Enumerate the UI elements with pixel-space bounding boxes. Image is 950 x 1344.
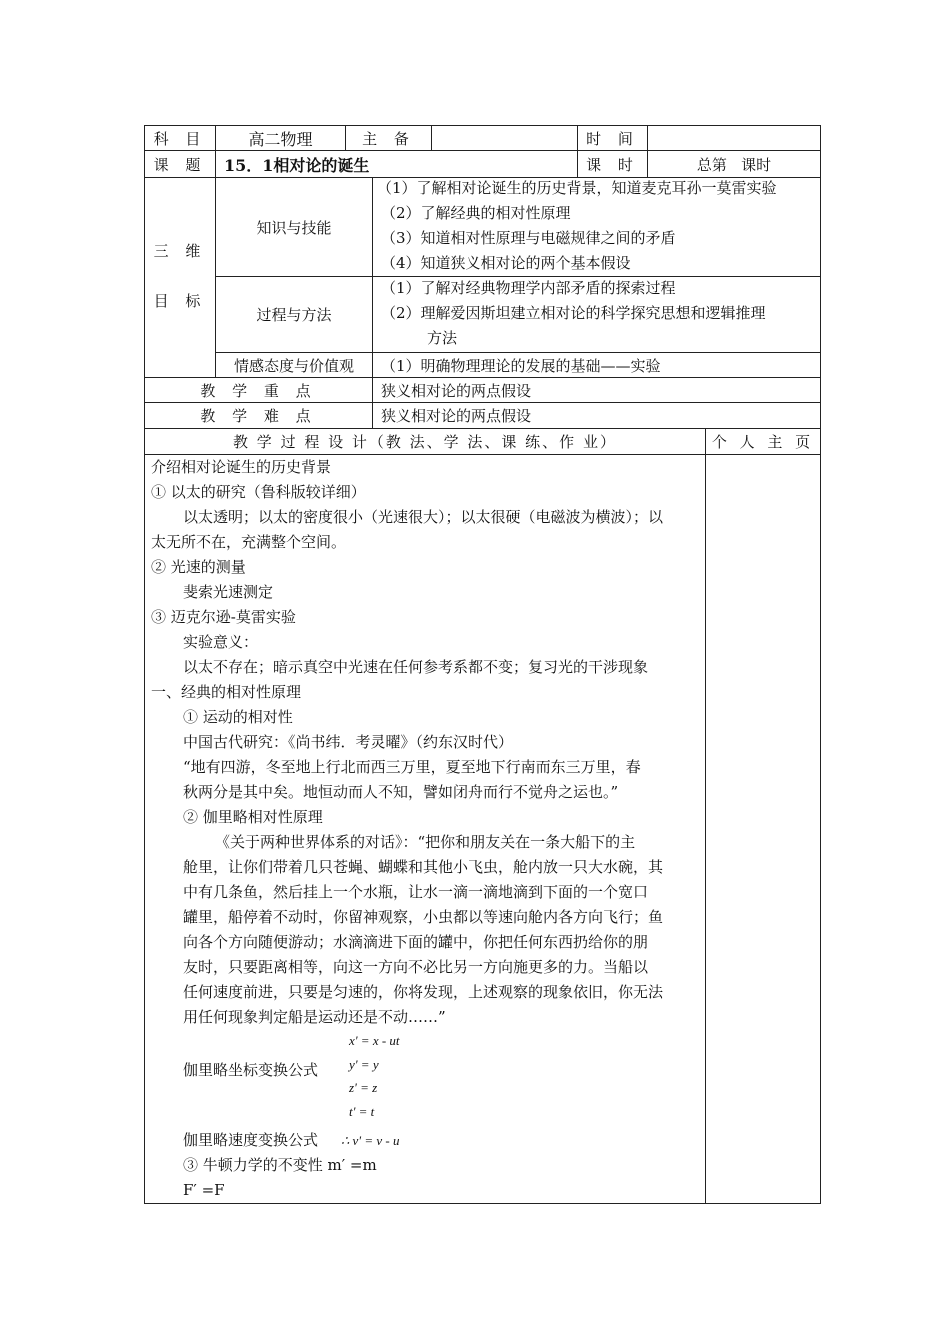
body-line: 友时，只要距离相等，向这一方向不必比另一方向施更多的力。当船以 [183, 958, 649, 976]
body-line: ③ 迈克尔逊-莫雷实验 [151, 608, 296, 626]
topic-value: 15．1相对论的诞生 [215, 150, 578, 178]
body-line: 向各个方向随便游动；水滴滴进下面的罐中，你把任何东西扔给你的朋 [183, 933, 649, 951]
body-line: 太无所不在，充满整个空间。 [151, 533, 347, 551]
body-line: “地有四游，冬至地上行北而西三万里，夏至地下行南而东三万里，春 [183, 758, 641, 776]
body-line: ① 以太的研究（鲁科版较详细） [151, 483, 366, 501]
process-items [372, 276, 821, 353]
body-line: ③ 牛顿力学的不变性 m′ =m [183, 1156, 377, 1174]
coord-formula: x' = x - ut [349, 1033, 400, 1048]
body-line: 实验意义： [183, 633, 259, 651]
attitude-label: 情感态度与价值观 [215, 352, 373, 378]
body-line: F′ =F [183, 1181, 225, 1199]
body-line: 中国古代研究：《尚书纬．考灵曜》（约东汉时代） [183, 733, 514, 751]
difficulty-value: 狭义相对论的两点假设 [372, 402, 821, 429]
knowledge-item: （1）了解相对论诞生的历史背景，知道麦克耳孙一莫雷实验 [377, 179, 777, 197]
hours-label: 课 时 [577, 150, 648, 178]
subject-value: 高二物理 [215, 125, 346, 151]
personal-column [705, 454, 821, 1204]
time-label: 时 间 [577, 125, 648, 151]
knowledge-item: （3）知道相对性原理与电磁规律之间的矛盾 [381, 229, 676, 247]
velocity-formula: ∴ v' = v - u [341, 1133, 400, 1148]
body-line: ① 运动的相对性 [183, 708, 293, 726]
objectives-label [144, 177, 216, 378]
objectives-label-line2: 目 标 [153, 292, 207, 310]
lead-label: 主 备 [345, 125, 432, 151]
subject-label: 科 目 [144, 125, 216, 151]
coord-formula: z' = z [349, 1080, 378, 1095]
knowledge-items [372, 177, 821, 277]
design-body [144, 454, 706, 1204]
attitude-item: （1）明确物理理论的发展的基础——实验 [372, 352, 821, 378]
body-line: 中有几条鱼，然后挂上一个水瓶，让水一滴一滴地滴到下面的一个宽口 [183, 883, 649, 901]
difficulty-label: 教 学 难 点 [144, 402, 373, 429]
design-header: 教 学 过 程 设 计（教 法、学 法、课 练、作 业） [144, 428, 706, 455]
body-line: 用任何现象判定船是运动还是不动……” [183, 1008, 446, 1026]
process-item: 方法 [427, 329, 458, 347]
body-line: 罐里，船停着不动时，你留神观察，小虫都以等速向舱内各方向飞行；鱼 [183, 908, 664, 926]
personal-header: 个 人 主 页 [705, 428, 821, 455]
body-line: 斐索光速测定 [183, 583, 274, 601]
galilean-velocity-label: 伽里略速度变换公式 [183, 1131, 319, 1149]
lead-value [431, 125, 578, 151]
body-line: 以太不存在；暗示真空中光速在任何参考系都不变；复习光的干涉现象 [183, 658, 649, 676]
body-line: 秋两分是其中矣。地恒动而人不知，譬如闭舟而行不觉舟之运也。” [183, 783, 619, 801]
galilean-coord-label: 伽里略坐标变换公式 [183, 1061, 319, 1079]
coord-formula: y' = y [349, 1057, 379, 1072]
body-line: 任何速度前进，只要是匀速的，你将发现，上述观察的现象依旧，你无法 [183, 983, 664, 1001]
knowledge-label: 知识与技能 [215, 177, 373, 277]
body-line: 以太透明；以太的密度很小（光速很大）；以太很硬（电磁波为横波）；以 [183, 508, 664, 526]
key-point-label: 教 学 重 点 [144, 377, 373, 403]
body-line: 舱里，让你们带着几只苍蝇、蝴蝶和其他小飞虫，舱内放一只大水碗，其 [183, 858, 664, 876]
body-line: ② 光速的测量 [151, 558, 246, 576]
key-point-value: 狭义相对论的两点假设 [372, 377, 821, 403]
body-line: 《关于两种世界体系的对话》：“把你和朋友关在一条大船下的主 [215, 833, 636, 851]
body-line: ② 伽里略相对性原理 [183, 808, 323, 826]
topic-label: 课 题 [144, 150, 216, 178]
process-item: （1）了解对经典物理学内部矛盾的探索过程 [381, 279, 676, 297]
process-label: 过程与方法 [215, 276, 373, 353]
knowledge-item: （4）知道狭义相对论的两个基本假设 [381, 254, 631, 272]
body-line: 介绍相对论诞生的历史背景 [151, 458, 332, 476]
knowledge-item: （2）了解经典的相对性原理 [381, 204, 571, 222]
body-line: 一、经典的相对性原理 [151, 683, 302, 701]
objectives-label-line1: 三 维 [153, 242, 207, 260]
hours-value: 总第 课时 [647, 150, 821, 178]
process-item: （2）理解爱因斯坦建立相对论的科学探究思想和逻辑推理 [381, 304, 766, 322]
time-value [647, 125, 821, 151]
coord-formula: t' = t [349, 1104, 375, 1119]
